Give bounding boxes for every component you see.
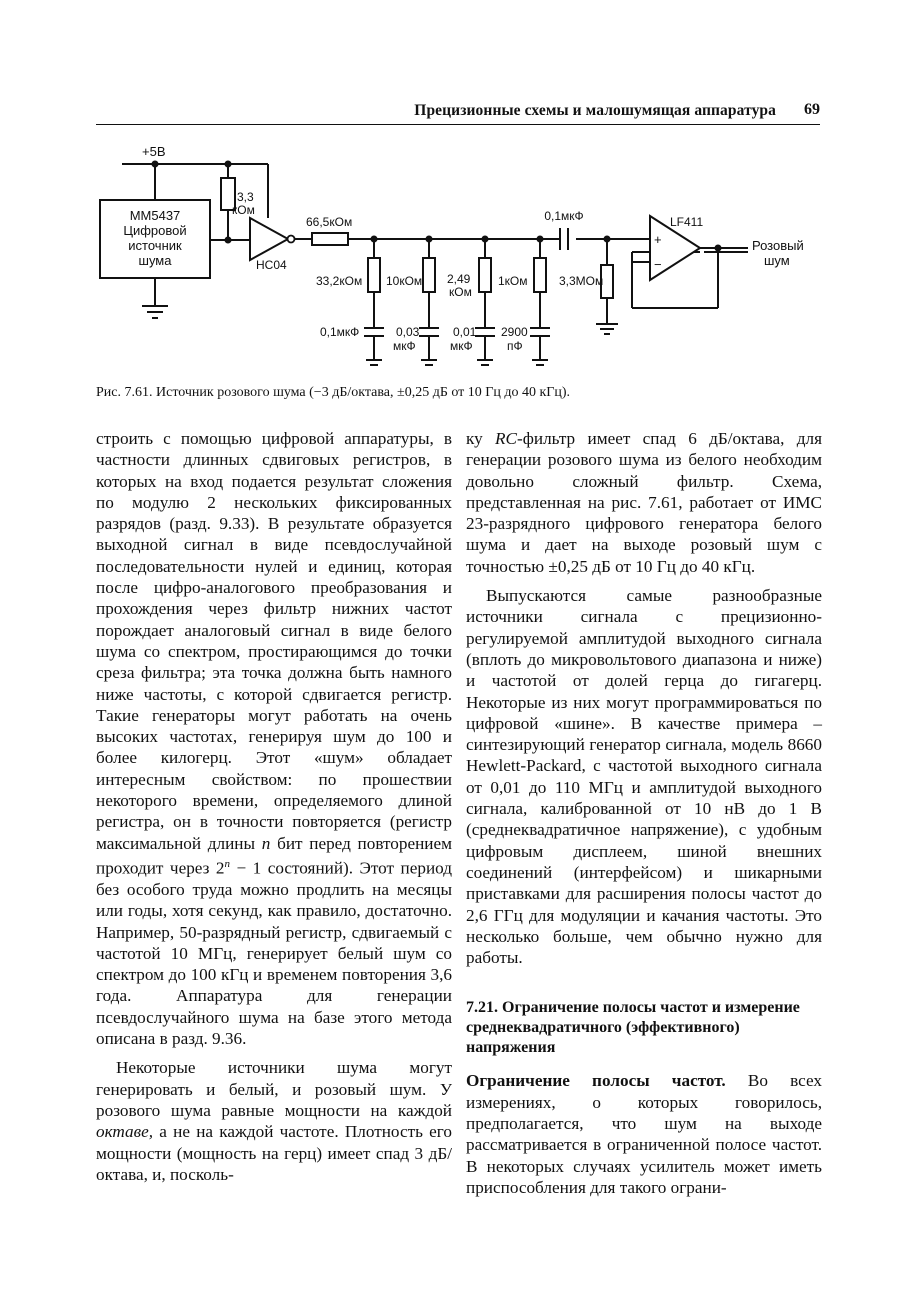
- shunt-resistor-2: [423, 258, 435, 292]
- r4-label: 1кОм: [498, 274, 528, 288]
- series-resistor-label: 66,5кОм: [306, 215, 353, 229]
- opamp-minus: −: [654, 257, 662, 272]
- output-label-1: Розовый: [752, 238, 804, 253]
- chip-line-2: Цифровой: [123, 223, 187, 238]
- supply-label: +5В: [142, 144, 166, 159]
- c3-label-2: мкФ: [450, 339, 473, 353]
- figure-caption: Рис. 7.61. Источник розового шума (−3 дБ/октава, ±0,25 дБ от 10 Гц до 40 кГц).: [96, 385, 571, 400]
- left-paragraph-1: строить с помощью цифровой аппаратуры, в частности длинных сдвиговых регистров, в которых на вход подается результат сложения по модулю 2 нескольких фиксированных разрядов (разд. 9.33). В результате образуется выходной сигнал в виде псевдослучайной последовательности нулей и единиц, которая после цифро-аналогового преобразования и прохождения через фильтр нижних частот порождает аналоговый сигнал в виде белого шума со спектром, простирающимся до точки среза фильтра; эта точка должна быть намного ниже частоты, с которой сдвигается регистр. Такие генераторы могут работать на очень высоких частотах, генерируя шум до 100 и более килогерц. Этот «шум» обладает интересным свойством: по прошествии некоторого времени, определяемого длиной регистра, он в точности повторяется (регистр максимальной длины n бит перед повторением проходит через 2$^n$ − 1 состояний). Этот период без особого труда можно продлить на месяцы или годы, хотя секунд, как правило, достаточно. Например, 50-разрядный регистр, сдвигаемый с частотой 10 МГц, генерирует белый шум со спектром до 100 кГц и временем повторения 3,6 года. Аппаратура для генерации псевдослучайного шума на базе этого метода описана в разд. 9.36.: [96, 429, 453, 1049]
- c4-label-1: 2900: [501, 325, 528, 339]
- opamp-plus: +: [654, 232, 662, 247]
- running-head: [96, 100, 820, 125]
- c3-label-1: 0,01: [453, 325, 477, 339]
- page-number: 69: [804, 101, 820, 118]
- pullup-value: 3,3: [237, 190, 254, 204]
- shunt-resistor-3: [479, 258, 491, 292]
- c1-label: 0,1мкФ: [320, 325, 360, 339]
- pullup-unit: кОм: [232, 203, 255, 217]
- right-paragraph-1: ку RC-фильтр имеет спад 6 дБ/октава, для генерации розового шума из белого необходим довольно сложный фильтр. Схема, представленная на рис. 7.61, работает от ИМС 23-разрядного цифрового генератора белого шума и дает на выходе розовый шум с точностью ±0,25 дБ от 10 Гц до 40 кГц.: [466, 429, 822, 576]
- r3-label-2: кОм: [449, 285, 472, 299]
- c4-label-2: пФ: [507, 339, 523, 353]
- right-paragraph-2: Выпускаются самые разнообразные источники сигнала с прецизионно-регулируемой амплитудой выходного сигнала (вплоть до микровольтового диапазона и ниже) и частотой от долей герца до гигагерц. Некоторые из них могут программироваться по цифровой «шине». В качестве примера – синтезирующий генератор сигнала, модель 8660 Hewlett-Packard, с частотой выходного сигнала от 0,01 до 110 МГц и амплитудой выходного сигнала, калиброванной от 10 нВ до 1 В (среднеквадратичное напряжение), с удобным цифровым дисплеем, шиной внешних соединений (интерфейсом) и шикарными приставками для расширения полосы частот до 2,6 ГГц для модуляции и качания частоты. Это несколько больше, чем обычно нужно для работы.: [466, 586, 822, 968]
- left-column: [96, 428, 452, 1185]
- section-heading: 7.21. Ограничение полосы частот и измерение среднеквадратичного (эффективного) напряжения: [466, 999, 800, 1057]
- r5-label: 3,3МОм: [559, 274, 604, 288]
- shunt-resistor-1: [368, 258, 380, 292]
- pink-noise-schematic: [80, 138, 840, 378]
- output-label-2: шум: [764, 253, 790, 268]
- r3-label-1: 2,49: [447, 272, 471, 286]
- coupling-cap-label: 0,1мкФ: [544, 209, 584, 223]
- chip-line-4: шума: [138, 253, 172, 268]
- right-paragraph-3: Ограничение полосы частот. Во всех измерениях, о которых говорилось, предполагается, что шум на выходе рассматривается в ограниченной полосе частот. В некоторых случаях усилитель может иметь приспособления для такого ограни-: [466, 1071, 822, 1197]
- r1-label: 33,2кОм: [316, 274, 363, 288]
- left-paragraph-2: Некоторые источники шума могут генерировать и белый, и розовый шум. У розового шума равные мощности на каждой октаве, а не на каждой частоте. Плотность его мощности (мощность на герц) имеет спад 3 дБ/октава, и, посколь-: [96, 1058, 453, 1184]
- series-resistor: [312, 233, 348, 245]
- right-column: [466, 428, 822, 1198]
- r2-label: 10кОм: [386, 274, 423, 288]
- running-head-title: Прецизионные схемы и малошумящая аппаратура: [414, 102, 776, 119]
- c2-label-1: 0,03: [396, 325, 420, 339]
- inverter-bubble: [288, 236, 295, 243]
- chip-line-1: MM5437: [129, 208, 181, 223]
- chip-line-3: источник: [128, 238, 182, 253]
- shunt-resistor-4: [534, 258, 546, 292]
- inverter-label: HC04: [256, 258, 287, 272]
- opamp-label: LF411: [670, 215, 704, 229]
- c2-label-2: мкФ: [393, 339, 416, 353]
- inverter: [250, 218, 288, 260]
